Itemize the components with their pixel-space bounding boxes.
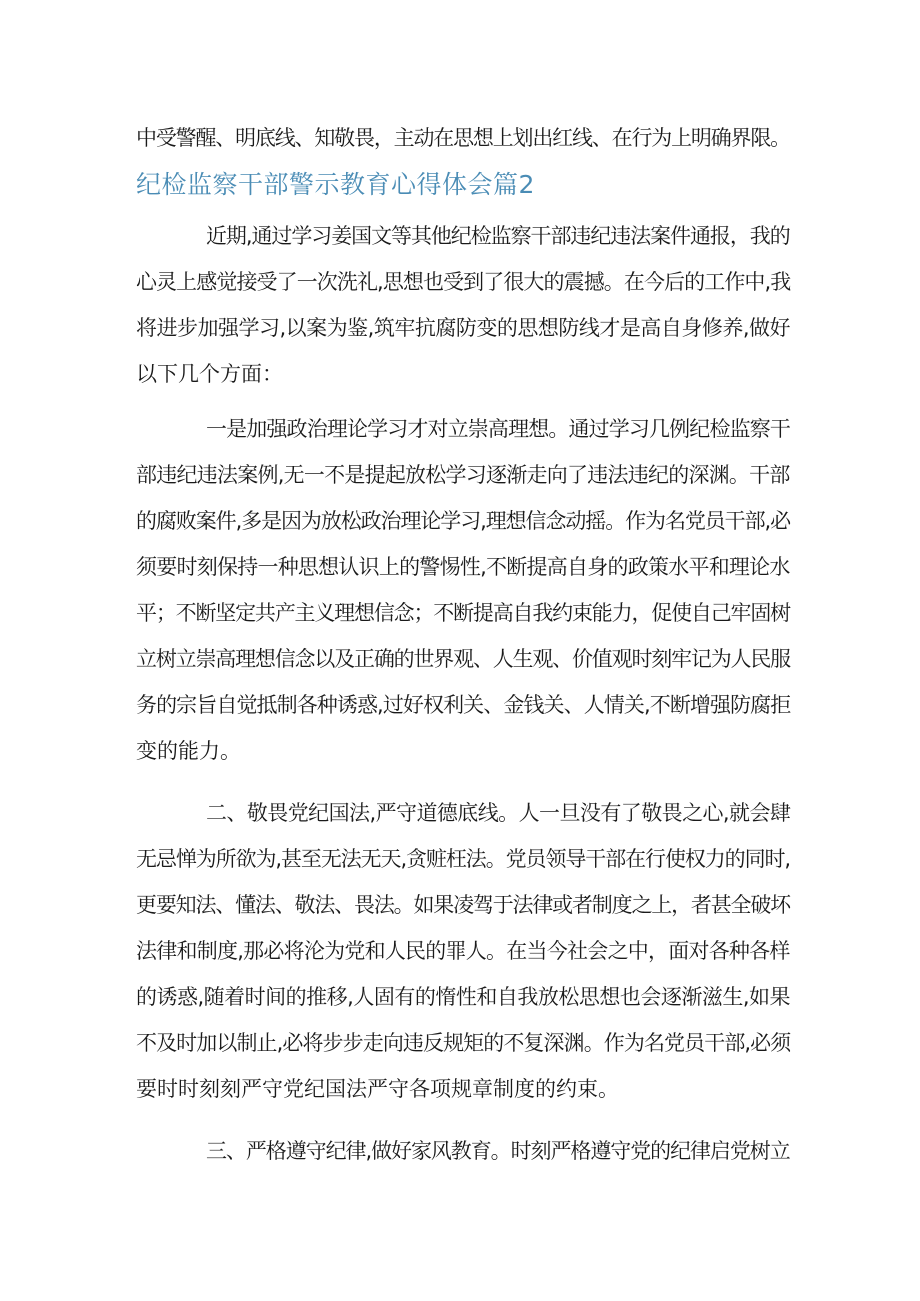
section-heading: 纪检监察干部警示教育心得体会篇2 [136, 170, 535, 199]
paragraph-line: 更要知法、懂法、敬法、畏法。如果凌驾于法律或者制度之上，者甚全破坏 [136, 893, 790, 917]
paragraph-line: 近期,通过学习姜国文等其他纪检监察干部违纪违法案件通报，我的 [206, 224, 790, 248]
paragraph-line: 变的能力。 [136, 739, 241, 763]
paragraph-line: 的腐败案件,多是因为放松政治理论学习,理想信念动摇。作为名党员干部,必 [136, 509, 791, 533]
paragraph-line: 无忌惮为所欲为,甚至无法无天,贪赃枉法。党员领导干部在行使权力的同时, [136, 847, 791, 871]
paragraph-line: 心灵上感觉接受了一次洗礼,思想也受到了很大的震撼。在今后的工作中,我 [136, 270, 791, 294]
paragraph-line: 以下几个方面： [136, 362, 283, 386]
paragraph-line: 部违纪违法案例,无一不是提起放松学习逐渐走向了违法违纪的深渊。干部 [136, 463, 790, 487]
paragraph-line: 将进步加强学习,以案为鉴,筑牢抗腐防变的思想防线才是高自身修养,做好 [136, 316, 791, 340]
continuation-line: 中受警醒、明底线、知敬畏，主动在思想上划出红线、在行为上明确界限。 [136, 126, 790, 150]
paragraph-line: 的诱惑,随着时间的推移,人固有的惰性和自我放松思想也会逐渐滋生,如果 [136, 985, 791, 1009]
paragraph-line: 平；不断坚定共产主义理想信念；不断提高自我约束能力，促使自己牢固树 [136, 601, 790, 625]
paragraph-line: 要时时刻刻严守党纪国法严守各项规章制度的约束。 [136, 1077, 619, 1101]
paragraph-line: 务的宗旨自觉抵制各种诱惑,过好权利关、金钱关、人情关,不断增强防腐拒 [136, 693, 791, 717]
paragraph-line: 立树立崇高理想信念以及正确的世界观、人生观、价值观时刻牢记为人民服 [136, 647, 790, 671]
paragraph-line: 不及时加以制止,必将步步走向违反规矩的不复深渊。作为名党员干部,必须 [136, 1031, 791, 1055]
paragraph-line: 三、严格遵守纪律,做好家风教育。时刻严格遵守党的纪律启党树立 [206, 1139, 790, 1163]
paragraph-line: 须要时刻保持一种思想认识上的警惕性,不断提高自身的政策水平和理论水 [136, 555, 790, 579]
paragraph-line: 二、敬畏党纪国法,严守道德底线。人一旦没有了敬畏之心,就会肆 [206, 801, 791, 825]
paragraph-line: 法律和制度,那必将沦为党和人民的罪人。在当今社会之中，面对各种各样 [136, 939, 790, 963]
paragraph-line: 一是加强政治理论学习才对立崇高理想。通过学习几例纪检监察干 [206, 417, 790, 441]
